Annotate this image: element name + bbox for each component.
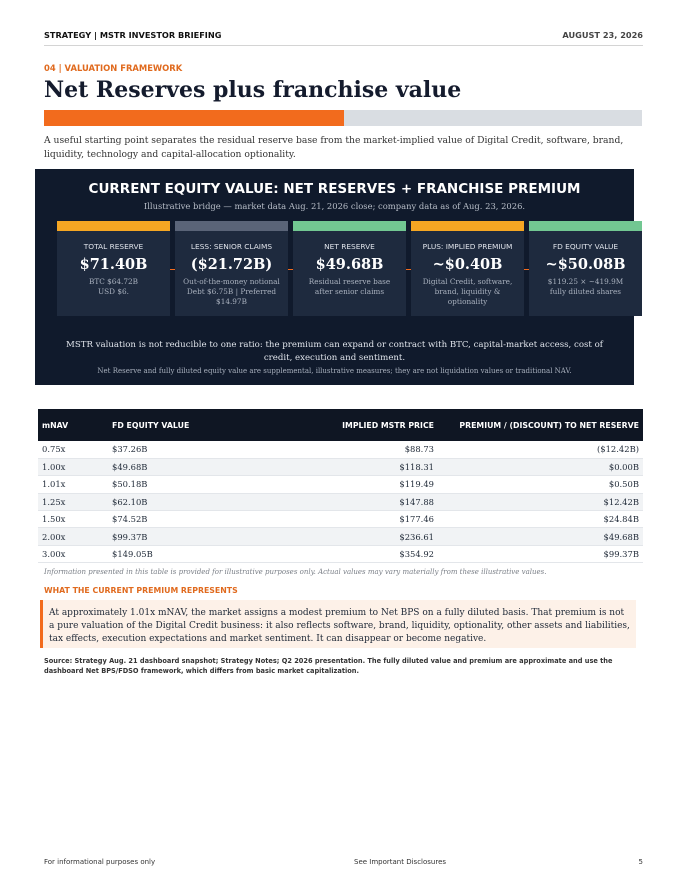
card-note: BTC $64.72B USD $6. — [88, 277, 139, 296]
card-value: ~$0.40B — [432, 256, 503, 273]
section-kicker: 04 | VALUATION FRAMEWORK — [44, 63, 183, 73]
card-value: $49.68B — [315, 256, 384, 273]
card-color-band — [57, 221, 170, 231]
page-number: 5 — [638, 858, 643, 866]
table-cell: $177.46 — [258, 511, 438, 528]
panel-subtitle: Illustrative bridge — market data Aug. 21, 2026 close; company data as of Aug. 23, 2026. — [143, 201, 526, 211]
table-cell: 1.50x — [38, 511, 108, 528]
table-cell: ($12.42B) — [438, 441, 643, 458]
title-accent-bar — [44, 110, 642, 126]
section-heading: WHAT THE CURRENT PREMIUM REPRESENTS — [44, 586, 238, 595]
table-cell: $119.49 — [258, 476, 438, 493]
table-cell: $0.50B — [438, 476, 643, 493]
card-color-band — [411, 221, 524, 231]
footer-left: For informational purposes only — [44, 858, 156, 866]
col-implied-price: IMPLIED MSTR PRICE — [342, 420, 434, 430]
table-row — [38, 476, 643, 493]
table-note: Information presented in this table is provided for illustrative purposes only. Actual values may vary materially from these illustrative values. — [44, 568, 547, 576]
source-note: Source: Strategy Aug. 21 dashboard snapshot; Strategy Notes; Q2 2026 presentation. The fully diluted value and premium are approximate and use the dashboard Net BPS/FDSO framework, which differs from basic market capitalization. — [44, 657, 613, 675]
bridge-card — [57, 221, 170, 316]
card-value: ($21.72B) — [190, 256, 273, 273]
table-cell: $12.42B — [438, 493, 643, 510]
table-cell: $354.92 — [258, 545, 438, 562]
premium-callout: At approximately 1.01x mNAV, the market assigns a modest premium to Net BPS on a fully diluted basis. That premium is not a pure valuation of the Digital Credit business: it also reflects software, brand, liquidity, optionality, other assets and liabilities, tax effects, execution expectations and market sentiment. It can disappear or become negative. — [40, 600, 636, 648]
card-label: LESS: SENIOR CLAIMS — [190, 242, 273, 251]
table-row — [38, 441, 643, 458]
table-row — [38, 458, 643, 475]
table-cell: $37.26B — [108, 441, 258, 458]
table-cell: $147.88 — [258, 493, 438, 510]
table-cell: $74.52B — [108, 511, 258, 528]
table-cell: $49.68B — [108, 458, 258, 475]
card-note: Out-of-the-money notional Debt $6.75B | Preferred $14.97B — [183, 277, 280, 306]
table-cell: $236.61 — [258, 528, 438, 545]
table-cell: $24.84B — [438, 511, 643, 528]
table-cell: $99.37B — [438, 545, 643, 562]
bridge-card — [293, 221, 406, 316]
col-premium: PREMIUM / (DISCOUNT) TO NET RESERVE — [459, 420, 639, 430]
table-cell: 1.00x — [38, 458, 108, 475]
table-header-row — [38, 409, 643, 441]
table-cell: $62.10B — [108, 493, 258, 510]
table-cell: 1.01x — [38, 476, 108, 493]
table-cell: 1.25x — [38, 493, 108, 510]
page-title: Net Reserves plus franchise value — [44, 77, 462, 103]
header-title: STRATEGY | MSTR INVESTOR BRIEFING — [44, 30, 222, 40]
footer-disclosures-link[interactable]: See Important Disclosures — [354, 858, 447, 866]
card-label: NET RESERVE — [324, 242, 375, 251]
table-cell: $118.31 — [258, 458, 438, 475]
card-note: Residual reserve base after senior claims — [308, 277, 391, 296]
bridge-card — [411, 221, 524, 316]
col-fd-equity-value: FD EQUITY VALUE — [112, 420, 190, 430]
page-header — [44, 30, 643, 40]
panel-title: CURRENT EQUITY VALUE: NET RESERVES + FRANCHISE PREMIUM — [88, 181, 581, 197]
panel-disclaimer: Net Reserve and fully diluted equity value are supplemental, illustrative measures; they are not liquidation values or traditional NAV. — [97, 367, 572, 375]
table-cell: $149.05B — [108, 545, 258, 562]
card-value: ~$50.08B — [545, 256, 626, 273]
table-cell: $0.00B — [438, 458, 643, 475]
panel-footer-text: MSTR valuation is not reducible to one ratio: the premium can expand or contract with BTC, capital-market access, cost of credit, execution and sentiment. — [66, 340, 603, 363]
table-cell: $50.18B — [108, 476, 258, 493]
card-color-band — [175, 221, 288, 231]
header-divider — [44, 45, 643, 46]
card-value: $71.40B — [79, 256, 148, 273]
table-row — [38, 511, 643, 528]
card-color-band — [293, 221, 406, 231]
table-cell: $88.73 — [258, 441, 438, 458]
table-row — [38, 493, 643, 510]
table-row — [38, 545, 643, 562]
card-label: PLUS: IMPLIED PREMIUM — [422, 242, 513, 251]
lead-paragraph: A useful starting point separates the residual reserve base from the market-implied value of Digital Credit, software, brand, liquidity, technology and capital-allocation optionality. — [44, 135, 624, 160]
col-mnav: mNAV — [42, 420, 69, 430]
header-date: AUGUST 23, 2026 — [562, 30, 643, 40]
table-cell: 0.75x — [38, 441, 108, 458]
card-note: Digital Credit, software, brand, liquidity & optionality — [422, 277, 513, 306]
table-cell: $99.37B — [108, 528, 258, 545]
mnav-table — [38, 409, 643, 563]
table-cell: $49.68B — [438, 528, 643, 545]
card-color-band — [529, 221, 642, 231]
table-cell: 3.00x — [38, 545, 108, 562]
table-cell: 2.00x — [38, 528, 108, 545]
card-note: $119.25 × ~419.9M fully diluted shares — [547, 277, 624, 296]
bridge-card — [529, 221, 642, 316]
equity-bridge-panel — [35, 169, 634, 385]
card-label: FD EQUITY VALUE — [552, 242, 619, 251]
bridge-cards — [35, 221, 634, 316]
bridge-card — [175, 221, 288, 316]
table-row — [38, 528, 643, 545]
card-label: TOTAL RESERVE — [83, 242, 144, 251]
